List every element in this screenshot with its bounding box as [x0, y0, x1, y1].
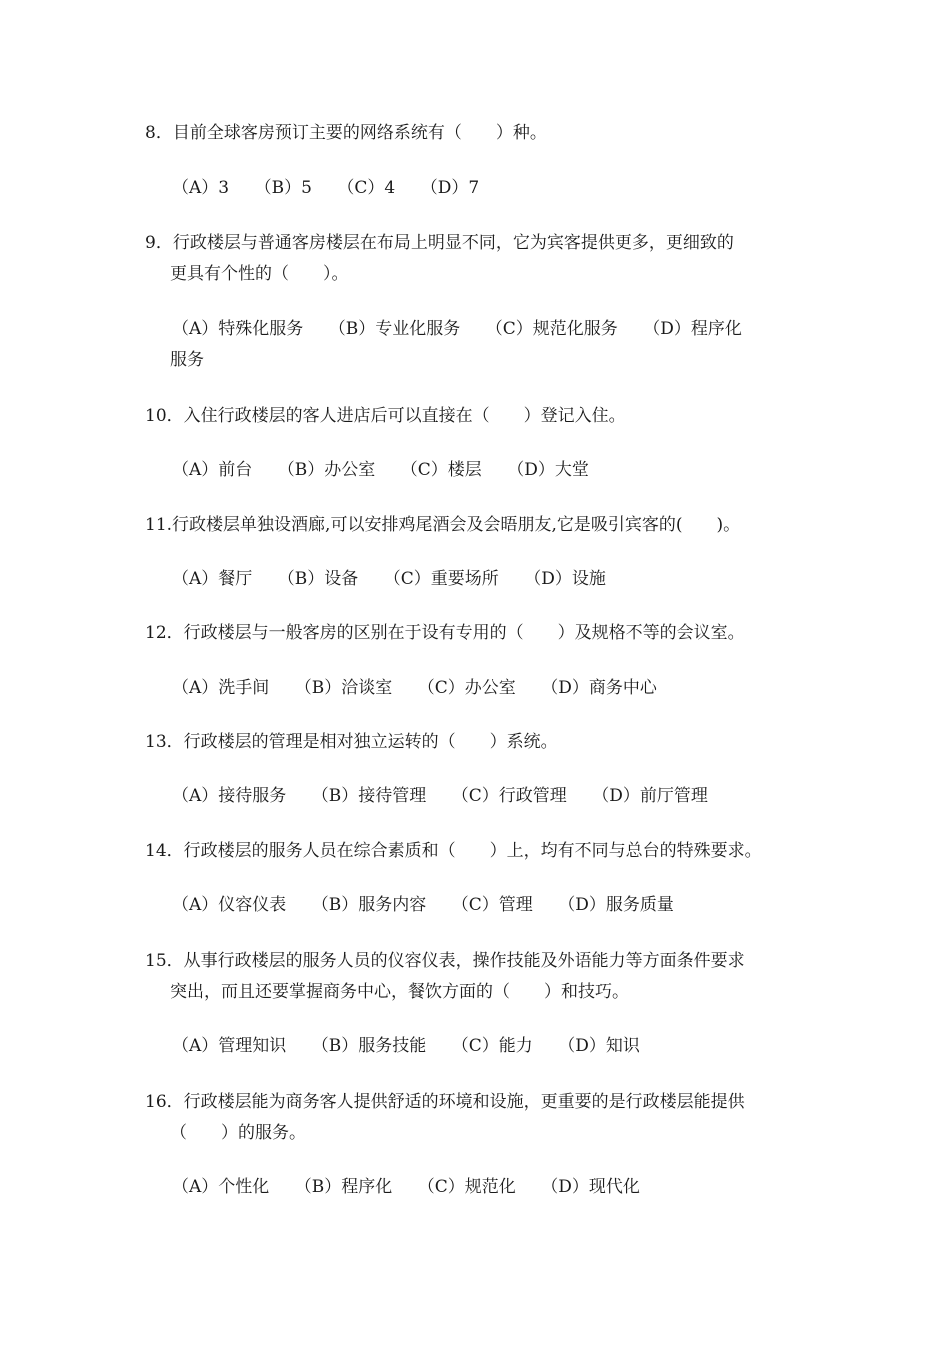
- question-14-stem: 14．行政楼层的服务人员在综合素质和（ ）上，均有不同与总台的特殊要求。: [145, 841, 762, 861]
- question-10-stem: 10．入住行政楼层的客人进店后可以直接在（ ）登记入住。: [145, 406, 626, 426]
- question-16-options: （A）个性化 （B）程序化 （C）规范化 （D）现代化: [172, 1177, 640, 1197]
- question-9-stem-line-1: 9．行政楼层与普通客房楼层在布局上明显不同，它为宾客提供更多，更细致的: [145, 233, 734, 253]
- question-10-options: （A）前台 （B）办公室 （C）楼层 （D）大堂: [172, 460, 589, 480]
- question-9-options-cont: 服务: [170, 350, 204, 370]
- question-8-stem: 8．目前全球客房预订主要的网络系统有（ ）种。: [145, 123, 547, 143]
- question-11-options: （A）餐厅 （B）设备 （C）重要场所 （D）设施: [172, 569, 606, 589]
- question-14-options: （A）仪容仪表 （B）服务内容 （C）管理 （D）服务质量: [172, 895, 674, 915]
- question-9-stem-line-2: 更具有个性的（ ）。: [170, 264, 349, 284]
- question-12-stem: 12．行政楼层与一般客房的区别在于设有专用的（ ）及规格不等的会议室。: [145, 623, 745, 643]
- question-12-options: （A）洗手间 （B）洽谈室 （C）办公室 （D）商务中心: [172, 678, 657, 698]
- question-16-stem-line-2: （ ）的服务。: [170, 1123, 306, 1143]
- question-15-stem-line-2: 突出，而且还要掌握商务中心，餐饮方面的（ ）和技巧。: [170, 982, 629, 1002]
- question-9-options: （A）特殊化服务 （B）专业化服务 （C）规范化服务 （D）程序化: [172, 319, 742, 339]
- question-13-options: （A）接待服务 （B）接待管理 （C）行政管理 （D）前厅管理: [172, 786, 708, 806]
- question-15-options: （A）管理知识 （B）服务技能 （C）能力 （D）知识: [172, 1036, 640, 1056]
- question-16-stem-line-1: 16．行政楼层能为商务客人提供舒适的环境和设施，更重要的是行政楼层能提供: [145, 1092, 745, 1112]
- question-8-options: （A）3 （B）5 （C）4 （D）7: [172, 178, 480, 198]
- question-13-stem: 13．行政楼层的管理是相对独立运转的（ ）系统。: [145, 732, 558, 752]
- question-11-stem: 11.行政楼层单独设酒廊,可以安排鸡尾酒会及会晤朋友,它是吸引宾客的( )。: [145, 515, 741, 535]
- question-15-stem-line-1: 15．从事行政楼层的服务人员的仪容仪表，操作技能及外语能力等方面条件要求: [145, 951, 745, 971]
